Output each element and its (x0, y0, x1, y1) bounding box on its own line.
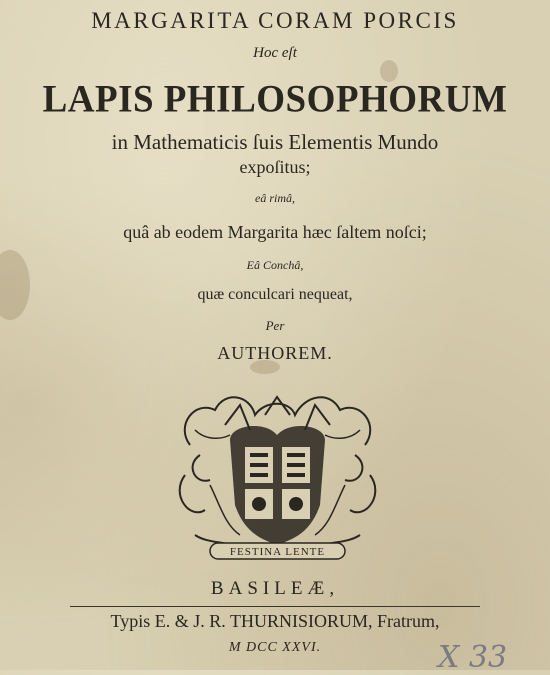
imprint-place: BASILEÆ, (210, 578, 340, 599)
subtitle-large: LAPIS PHILOSOPHORUM (42, 77, 508, 122)
subtitle-line: quâ ab eodem Margarita hæc ſaltem noſci; (123, 222, 427, 242)
imprint-printer: Typis E. & J. R. THURNISIORUM, Fratrum, (110, 611, 440, 631)
author-line: AUTHOREM. (217, 343, 333, 363)
main-title: MARGARITA CORAM PORCIS (91, 8, 459, 33)
imprint-year: M DCC XXVI. (228, 640, 322, 655)
subtitle-line: eâ rimâ, (255, 191, 295, 205)
imprint-rule (70, 606, 480, 607)
shelfmark-pencil: X 33 (438, 640, 508, 675)
printers-device-emblem (170, 385, 385, 565)
subtitle-line: Eâ Conchâ, (246, 258, 304, 272)
byline-per: Per (265, 318, 285, 333)
title-connector: Hoc eſt (253, 45, 297, 61)
subtitle-line: in Mathematicis ſuis Elementis Mundo (111, 130, 439, 154)
subtitle-line: expoſitus; (239, 157, 311, 177)
emblem-motto: FESTINA LENTE (229, 546, 326, 558)
subtitle-line: quæ conculcari nequeat, (197, 286, 353, 303)
